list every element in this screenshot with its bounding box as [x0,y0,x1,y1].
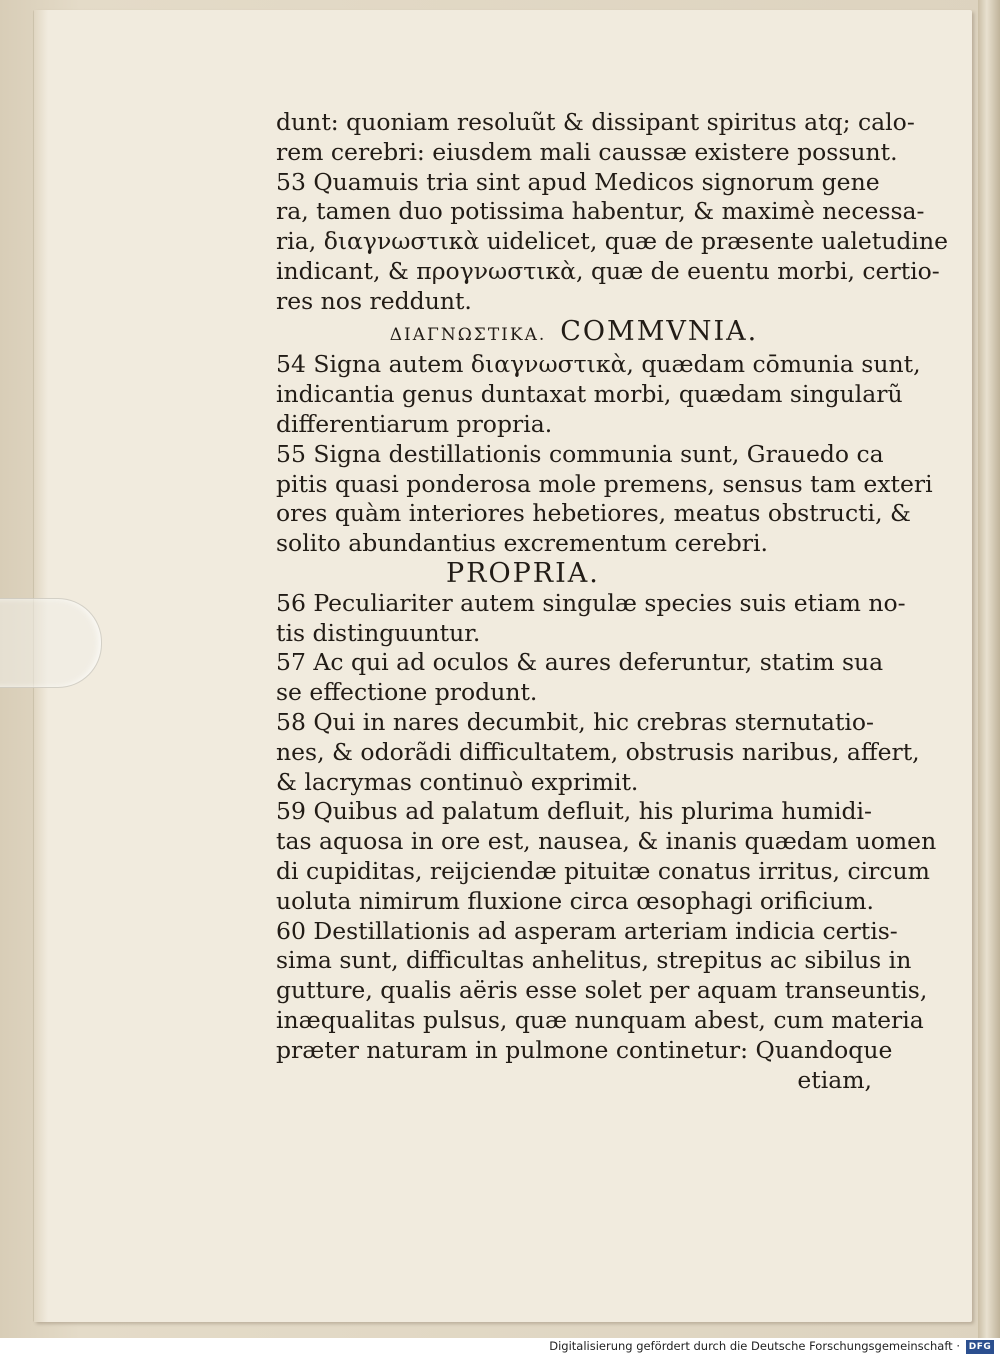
text-line: 57 Ac qui ad oculos & aures deferuntur, statim sua [276,648,884,677]
text-line: dunt: quoniam resoluũt & dissipant spiritus atq; calo- [276,108,915,136]
text-line: indicantia genus duntaxat morbi, quædam singularũ [276,380,903,409]
text-line: ra, tamen duo potissima habentur, & maximè necessa- [276,197,925,226]
text-line: pitis quasi ponderosa mole premens, sensus tam exteri [276,469,933,498]
footer-credit: Digitalisierung gefördert durch die Deutsche Forschungsgemeinschaft · [549,1339,960,1353]
section-heading-propria: PROPRIA. [446,557,600,589]
heading-roman: COMMVNIA. [560,315,759,347]
section-heading-communia [276,317,872,351]
text-line: præter naturam in pulmone continetur: Quandoque [276,1035,893,1064]
text-line: 60 Destillationis ad asperam arteriam indicia certis- [276,916,898,945]
text-line: inæqualitas pulsus, quæ nunquam abest, cum materia [276,1005,924,1034]
text-line: 59 Quibus ad palatum defluit, his plurima humidi- [276,797,872,826]
text-line: indicant, & προγνωστικὰ, quæ de euentu morbi, certio- [276,256,940,285]
text-line: 56 Peculiariter autem singulæ species suis etiam no- [276,588,906,617]
catchword: etiam, [797,1065,872,1094]
page-text [276,108,948,1095]
text-line: & lacrymas continuò exprimit. [276,767,639,796]
text-line: 55 Signa destillationis communia sunt, Grauedo ca [276,439,884,468]
text-line: ria, διαγνωστικὰ uidelicet, quæ de præsente ualetudine [276,227,948,256]
text-line: nes, & odorãdi difficultatem, obstrusis naribus, affert, [276,737,920,766]
text-line: ores quàm interiores hebetiores, meatus obstructi, & [276,499,911,528]
text-line: solito abundantius excrementum cerebri. [276,529,769,558]
text-line: sima sunt, difficultas anhelitus, strepitus ac sibilus in [276,946,912,975]
book-right-edge [978,0,1000,1338]
text-line: 58 Qui in nares decumbit, hic crebras sternutatio- [276,707,874,736]
text-line: 53 Quamuis tria sint apud Medicos signorum gene [276,167,880,196]
text-line: tis distinguuntur. [276,618,481,647]
page-marker-tab [0,598,102,688]
text-line: gutture, qualis aëris esse solet per aquam transeuntis, [276,976,928,1005]
heading-greek: ΔΙΑΓΝΩΣΤΙΚΑ. [389,324,547,345]
text-line: tas aquosa in ore est, nausea, & inanis quædam uomen [276,827,937,856]
text-line: rem cerebri: eiusdem mali caussæ existere possunt. [276,137,898,166]
text-line: uoluta nimirum fluxione circa œsophagi orificium. [276,886,875,915]
text-line: se effectione produnt. [276,678,538,707]
text-line: res nos reddunt. [276,286,472,315]
text-line: 54 Signa autem διαγνωστικὰ, quædam cōmunia sunt, [276,350,921,379]
text-line: differentiarum propria. [276,409,553,438]
text-line: di cupiditas, reijciendæ pituitæ conatus irritus, circum [276,856,930,885]
dfg-logo-icon[interactable]: DFG [966,1340,994,1354]
